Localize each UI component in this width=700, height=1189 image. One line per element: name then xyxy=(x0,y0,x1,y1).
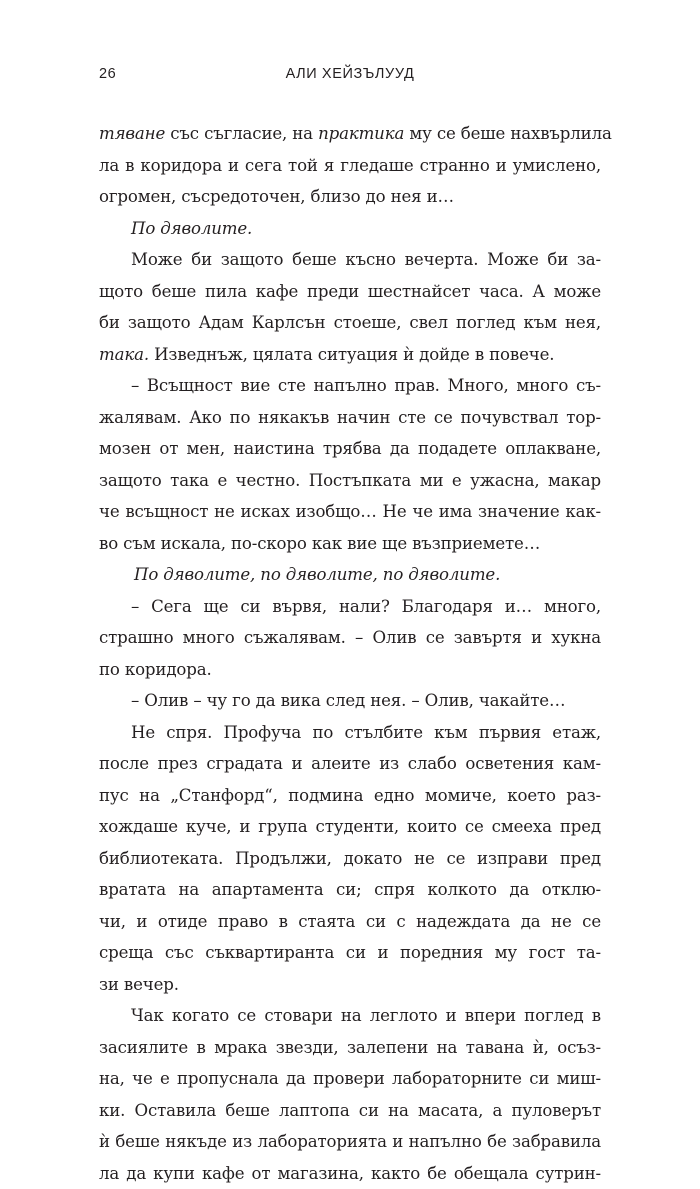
text-line: защото така е честно. Постъпката ми е ужасна, макар xyxy=(99,465,601,497)
text-line: – Олив – чу го да вика след нея. – Олив, чакайте… xyxy=(99,685,601,717)
text-line: жалявам. Ако по някакъв начин сте се почувствал тор- xyxy=(99,402,601,434)
text-line: среща със съквартиранта си и поредния му гост та- xyxy=(99,937,601,969)
text-line: на, че е пропуснала да провери лабораторните си миш- xyxy=(99,1063,601,1095)
running-head xyxy=(99,66,601,88)
text-line xyxy=(99,118,601,150)
text-line: во съм искала, по-скоро как вие ще възприемете… xyxy=(99,528,601,560)
book-author: АЛИ ХЕЙЗЪЛУУД xyxy=(99,66,601,82)
text-line: Може би защото беше късно вечерта. Може би за- xyxy=(99,244,601,276)
italic-word: така. xyxy=(99,345,149,364)
text-line: – Сега ще си вървя, нали? Благодаря и… много, xyxy=(99,591,601,623)
text-line: че всъщност не исках изобщо… Не че има значение как- xyxy=(99,496,601,528)
text-line-italic: По дяволите. xyxy=(99,213,601,245)
italic-word: практика xyxy=(318,124,404,143)
text-line: чи, и отиде право в стаята си с надеждата да не се xyxy=(99,906,601,938)
text-line: ла да купи кафе от магазина, както бе обещала сутрин- xyxy=(99,1158,601,1189)
text-span: Изведнъж, цялата ситуация ѝ дойде в повече. xyxy=(149,345,554,364)
text-line: Чак когато се стовари на леглото и впери поглед в xyxy=(99,1000,601,1032)
text-line: пус на „Станфорд“, подмина едно момиче, което раз- xyxy=(99,780,601,812)
text-line: засиялите в мрака звезди, залепени на тавана ѝ, осъз- xyxy=(99,1032,601,1064)
text-line: ла в коридора и сега той я гледаше странно и умислено, xyxy=(99,150,601,182)
text-line xyxy=(99,339,601,371)
italic-word: тяване xyxy=(99,124,165,143)
text-line: страшно много съжалявам. – Олив се завъртя и хукна xyxy=(99,622,601,654)
text-span: със съгласие, на xyxy=(165,124,318,143)
text-span: му се беше нахвърлила xyxy=(404,124,612,143)
body-text xyxy=(99,118,601,1189)
text-line: по коридора. xyxy=(99,654,601,686)
text-line: огромен, съсредоточен, близо до нея и… xyxy=(99,181,601,213)
text-line: щото беше пила кафе преди шестнайсет часа. А може xyxy=(99,276,601,308)
text-line: хождаше куче, и група студенти, които се смееха пред xyxy=(99,811,601,843)
text-line: ки. Оставила беше лаптопа си на масата, а пуловерът xyxy=(99,1095,601,1127)
text-line: ѝ беше някъде из лабораторията и напълно бе забравила xyxy=(99,1126,601,1158)
text-line: би защото Адам Карлсън стоеше, свел поглед към нея, xyxy=(99,307,601,339)
text-line: Не спря. Профуча по стълбите към първия етаж, xyxy=(99,717,601,749)
page-number: 26 xyxy=(99,66,116,82)
text-line: мозен от мен, наистина трябва да подадете оплакване, xyxy=(99,433,601,465)
text-line: библиотеката. Продължи, докато не се изправи пред xyxy=(99,843,601,875)
text-line-italic: По дяволите, по дяволите, по дяволите. xyxy=(99,559,601,591)
text-line: – Всъщност вие сте напълно прав. Много, много съ- xyxy=(99,370,601,402)
text-line: после през сградата и алеите из слабо осветения кам- xyxy=(99,748,601,780)
text-line: вратата на апартамента си; спря колкото да отклю- xyxy=(99,874,601,906)
text-line: зи вечер. xyxy=(99,969,601,1001)
